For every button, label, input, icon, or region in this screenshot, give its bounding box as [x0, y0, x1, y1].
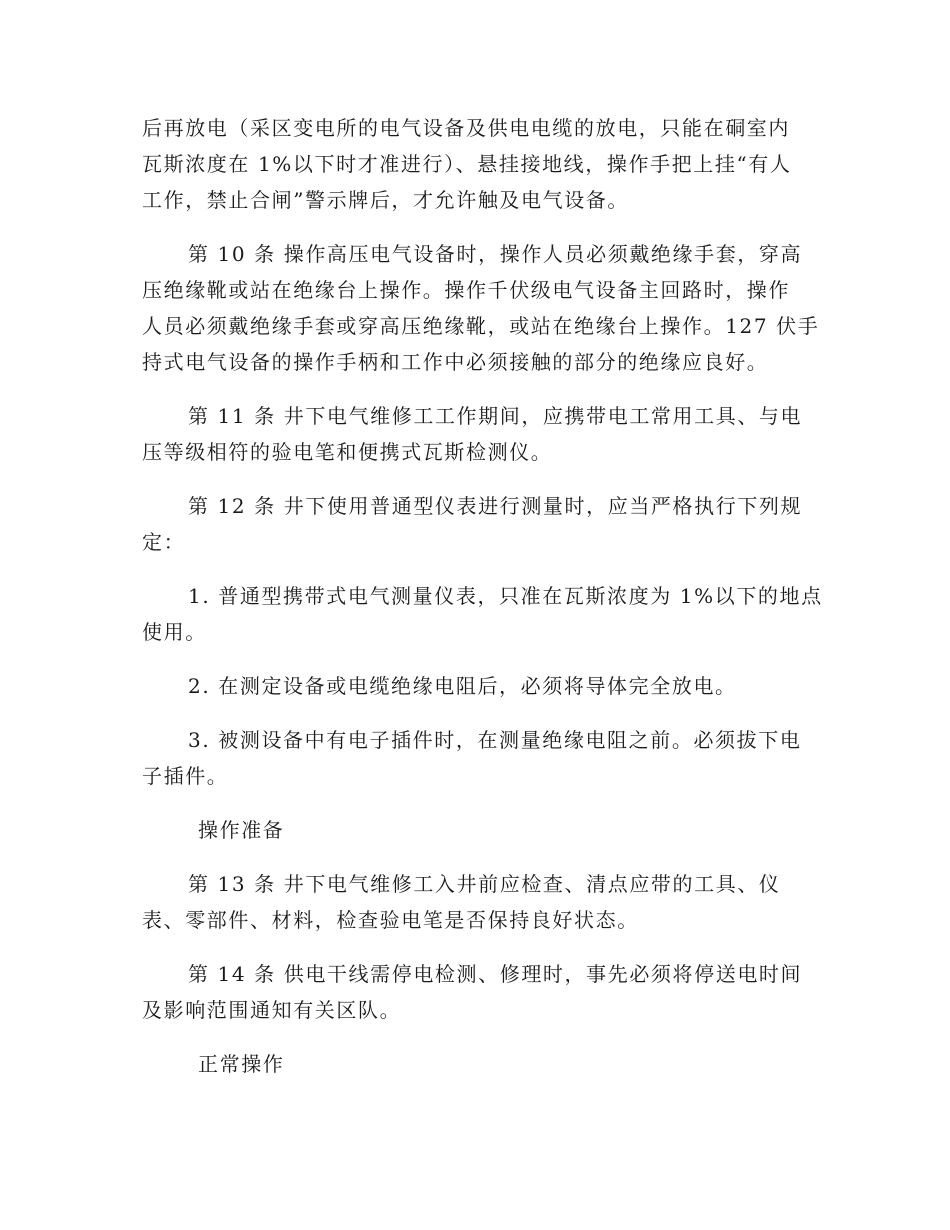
- paragraph-line: 定：: [142, 530, 186, 554]
- list-item-3: 3. 被测设备中有电子插件时，在测量绝缘电阻之前。必须拔下电: [188, 728, 802, 752]
- paragraph-line: 工作，禁止合闸”警示牌后，才允许触及电气设备。: [142, 188, 630, 212]
- article-13-line: 第 13 条 井下电气维修工入井前应检查、清点应带的工具、仪: [188, 872, 781, 896]
- paragraph-line: 使用。: [142, 620, 207, 644]
- paragraph-line: 持式电气设备的操作手柄和工作中必须接触的部分的绝缘应良好。: [142, 350, 769, 374]
- paragraph-line: 人员必须戴绝缘手套或穿高压绝缘靴，或站在绝缘台上操作。127 伏手: [142, 314, 820, 338]
- article-12-line: 第 12 条 井下使用普通型仪表进行测量时，应当严格执行下列规: [188, 494, 803, 518]
- list-item-2: 2. 在测定设备或电缆绝缘电阻后，必须将导体完全放电。: [188, 674, 737, 698]
- article-14-line: 第 14 条 供电干线需停电检测、修理时，事先必须将停送电时间: [188, 962, 803, 986]
- article-11-line: 第 11 条 井下电气维修工工作期间，应携带电工常用工具、与电: [188, 404, 803, 428]
- paragraph-line: 表、零部件、材料，检查验电笔是否保持良好状态。: [142, 908, 639, 932]
- paragraph-line: 子插件。: [142, 764, 229, 788]
- paragraph-line: 后再放电（采区变电所的电气设备及供电电缆的放电，只能在硐室内: [142, 116, 790, 140]
- section-heading-preparation: 操作准备: [198, 818, 285, 842]
- article-10-line: 第 10 条 操作高压电气设备时，操作人员必须戴绝缘手套，穿高: [188, 242, 803, 266]
- paragraph-line: 压绝缘靴或站在绝缘台上操作。操作千伏级电气设备主回路时，操作: [142, 278, 790, 302]
- paragraph-line: 及影响范围通知有关区队。: [142, 998, 402, 1022]
- section-heading-normal-operation: 正常操作: [198, 1052, 285, 1076]
- list-item-1: 1. 普通型携带式电气测量仪表，只准在瓦斯浓度为 1%以下的地点: [188, 584, 823, 608]
- paragraph-line: 瓦斯浓度在 1%以下时才准进行）、悬挂接地线，操作手把上挂“有人: [142, 152, 792, 176]
- paragraph-line: 压等级相符的验电笔和便携式瓦斯检测仪。: [142, 440, 553, 464]
